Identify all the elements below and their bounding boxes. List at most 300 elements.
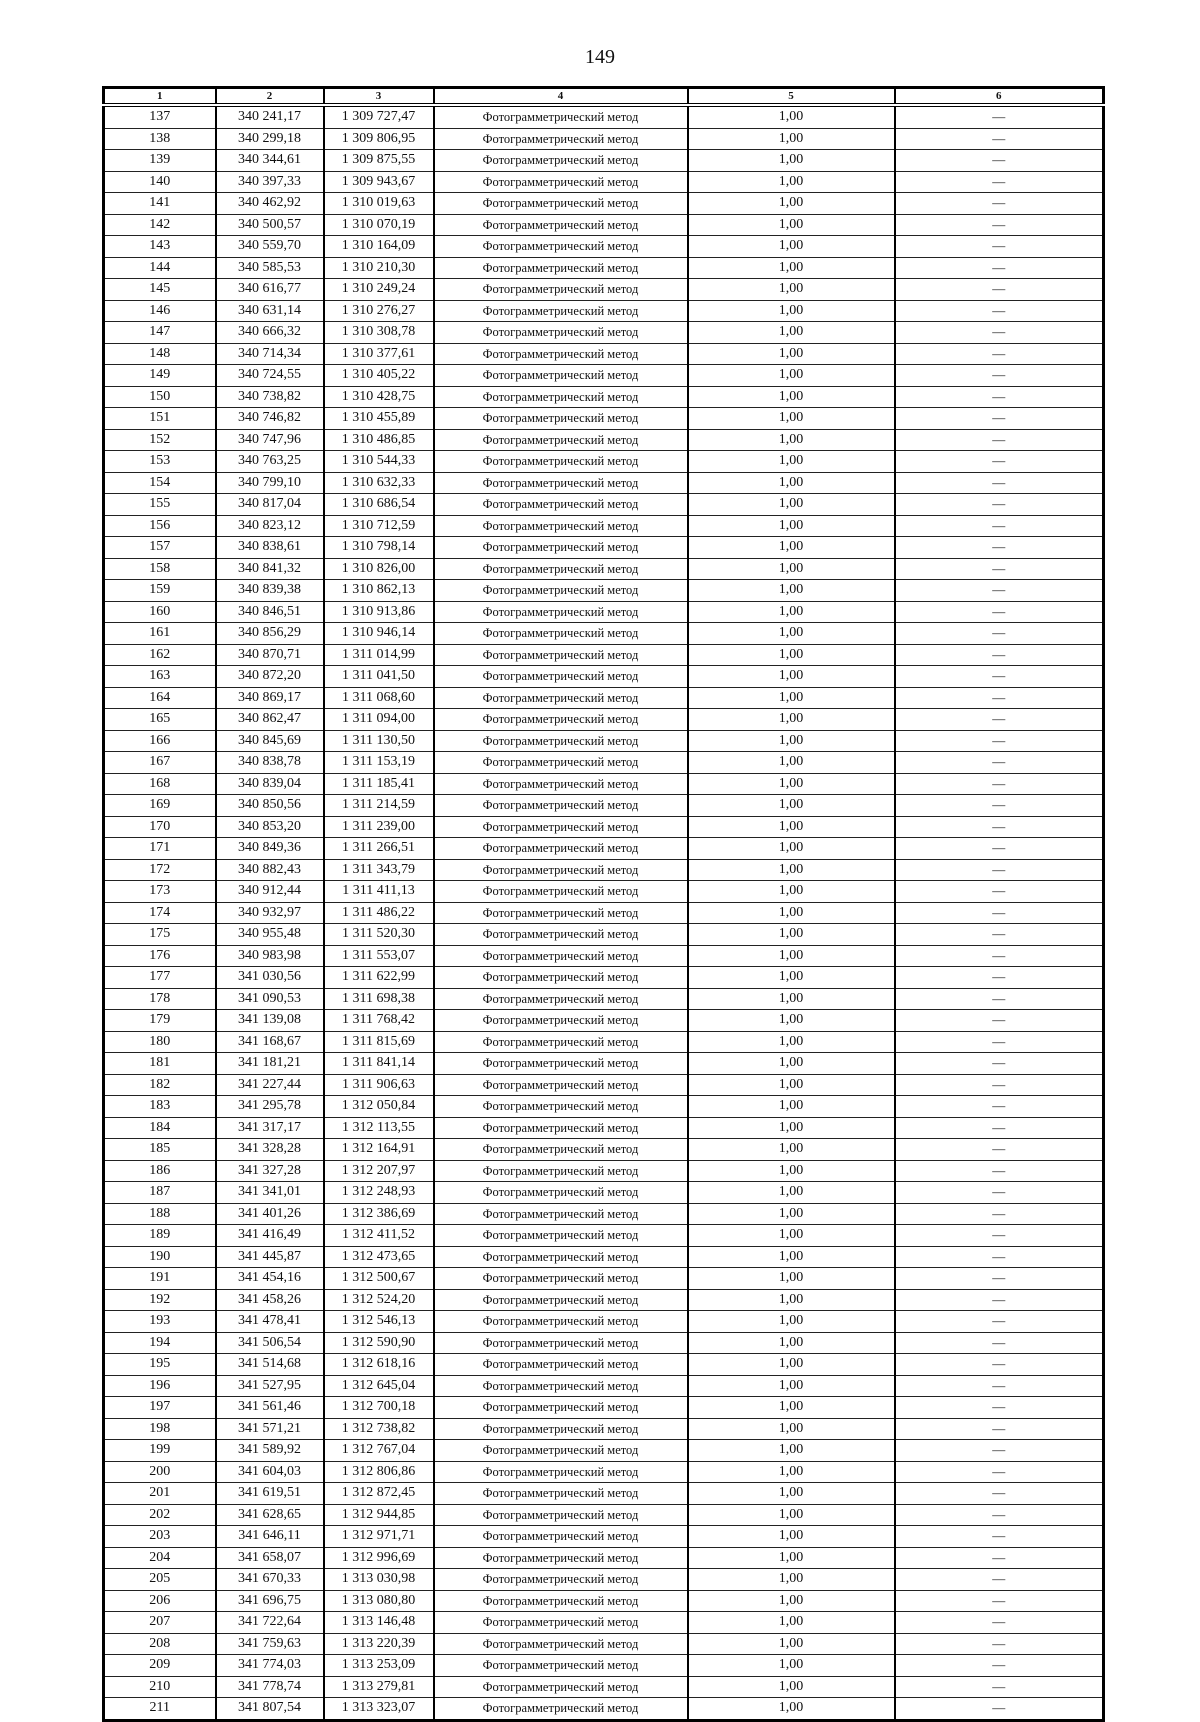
accuracy-cell: 1,00	[688, 558, 895, 580]
accuracy-cell: 1,00	[688, 365, 895, 387]
x-coordinate-cell: 340 839,04	[216, 773, 324, 795]
note-cell: —	[895, 279, 1104, 301]
table-row	[104, 1375, 1104, 1397]
accuracy-cell: 1,00	[688, 1418, 895, 1440]
note-cell: —	[895, 558, 1104, 580]
note-cell: —	[895, 1397, 1104, 1419]
table-row	[104, 1182, 1104, 1204]
point-number-cell: 168	[104, 773, 216, 795]
method-cell: Фотограмметрический метод	[434, 300, 688, 322]
method-cell: Фотограмметрический метод	[434, 537, 688, 559]
y-coordinate-cell: 1 310 946,14	[324, 623, 434, 645]
note-cell: —	[895, 730, 1104, 752]
accuracy-cell: 1,00	[688, 816, 895, 838]
note-cell: —	[895, 408, 1104, 430]
table-row	[104, 150, 1104, 172]
x-coordinate-cell: 340 853,20	[216, 816, 324, 838]
x-coordinate-cell: 341 478,41	[216, 1311, 324, 1333]
accuracy-cell: 1,00	[688, 1569, 895, 1591]
table-row	[104, 105, 1104, 128]
y-coordinate-cell: 1 312 700,18	[324, 1397, 434, 1419]
accuracy-cell: 1,00	[688, 601, 895, 623]
y-coordinate-cell: 1 310 428,75	[324, 386, 434, 408]
method-cell: Фотограмметрический метод	[434, 580, 688, 602]
y-coordinate-cell: 1 312 645,04	[324, 1375, 434, 1397]
note-cell: —	[895, 365, 1104, 387]
y-coordinate-cell: 1 311 239,00	[324, 816, 434, 838]
note-cell: —	[895, 1289, 1104, 1311]
point-number-cell: 145	[104, 279, 216, 301]
x-coordinate-cell: 340 856,29	[216, 623, 324, 645]
x-coordinate-cell: 341 139,08	[216, 1010, 324, 1032]
point-number-cell: 200	[104, 1461, 216, 1483]
note-cell: —	[895, 494, 1104, 516]
x-coordinate-cell: 340 666,32	[216, 322, 324, 344]
table-row	[104, 1332, 1104, 1354]
method-cell: Фотограмметрический метод	[434, 773, 688, 795]
point-number-cell: 186	[104, 1160, 216, 1182]
y-coordinate-cell: 1 312 590,90	[324, 1332, 434, 1354]
accuracy-cell: 1,00	[688, 1031, 895, 1053]
method-cell: Фотограмметрический метод	[434, 1655, 688, 1677]
method-cell: Фотограмметрический метод	[434, 1096, 688, 1118]
x-coordinate-cell: 341 571,21	[216, 1418, 324, 1440]
point-number-cell: 138	[104, 128, 216, 150]
table-row	[104, 1160, 1104, 1182]
table-row	[104, 601, 1104, 623]
accuracy-cell: 1,00	[688, 494, 895, 516]
note-cell: —	[895, 1010, 1104, 1032]
table-row	[104, 386, 1104, 408]
point-number-cell: 198	[104, 1418, 216, 1440]
y-coordinate-cell: 1 311 553,07	[324, 945, 434, 967]
accuracy-cell: 1,00	[688, 666, 895, 688]
point-number-cell: 160	[104, 601, 216, 623]
point-number-cell: 155	[104, 494, 216, 516]
method-cell: Фотограмметрический метод	[434, 257, 688, 279]
note-cell: —	[895, 171, 1104, 193]
method-cell: Фотограмметрический метод	[434, 1375, 688, 1397]
method-cell: Фотограмметрический метод	[434, 1676, 688, 1698]
point-number-cell: 175	[104, 924, 216, 946]
table-row	[104, 752, 1104, 774]
y-coordinate-cell: 1 313 080,80	[324, 1590, 434, 1612]
x-coordinate-cell: 340 817,04	[216, 494, 324, 516]
accuracy-cell: 1,00	[688, 1698, 895, 1721]
point-number-cell: 195	[104, 1354, 216, 1376]
method-cell: Фотограмметрический метод	[434, 1139, 688, 1161]
method-cell: Фотограмметрический метод	[434, 666, 688, 688]
x-coordinate-cell: 341 722,64	[216, 1612, 324, 1634]
y-coordinate-cell: 1 310 070,19	[324, 214, 434, 236]
y-coordinate-cell: 1 311 153,19	[324, 752, 434, 774]
x-coordinate-cell: 340 241,17	[216, 105, 324, 128]
method-cell: Фотограмметрический метод	[434, 1332, 688, 1354]
table-row	[104, 171, 1104, 193]
note-cell: —	[895, 1053, 1104, 1075]
method-cell: Фотограмметрический метод	[434, 1160, 688, 1182]
y-coordinate-cell: 1 311 841,14	[324, 1053, 434, 1075]
accuracy-cell: 1,00	[688, 838, 895, 860]
accuracy-cell: 1,00	[688, 1010, 895, 1032]
x-coordinate-cell: 341 807,54	[216, 1698, 324, 1721]
column-header-6: 6	[895, 88, 1104, 106]
accuracy-cell: 1,00	[688, 1676, 895, 1698]
y-coordinate-cell: 1 312 971,71	[324, 1526, 434, 1548]
note-cell: —	[895, 236, 1104, 258]
method-cell: Фотограмметрический метод	[434, 1010, 688, 1032]
method-cell: Фотограмметрический метод	[434, 386, 688, 408]
note-cell: —	[895, 795, 1104, 817]
method-cell: Фотограмметрический метод	[434, 1031, 688, 1053]
accuracy-cell: 1,00	[688, 451, 895, 473]
note-cell: —	[895, 1418, 1104, 1440]
point-number-cell: 144	[104, 257, 216, 279]
x-coordinate-cell: 341 227,44	[216, 1074, 324, 1096]
table-row	[104, 1031, 1104, 1053]
y-coordinate-cell: 1 310 405,22	[324, 365, 434, 387]
x-coordinate-cell: 340 763,25	[216, 451, 324, 473]
x-coordinate-cell: 340 862,47	[216, 709, 324, 731]
note-cell: —	[895, 537, 1104, 559]
x-coordinate-cell: 340 872,20	[216, 666, 324, 688]
y-coordinate-cell: 1 313 279,81	[324, 1676, 434, 1698]
x-coordinate-cell: 340 845,69	[216, 730, 324, 752]
point-number-cell: 148	[104, 343, 216, 365]
method-cell: Фотограмметрический метод	[434, 644, 688, 666]
accuracy-cell: 1,00	[688, 105, 895, 128]
method-cell: Фотограмметрический метод	[434, 558, 688, 580]
point-number-cell: 170	[104, 816, 216, 838]
note-cell: —	[895, 472, 1104, 494]
x-coordinate-cell: 341 759,63	[216, 1633, 324, 1655]
table-row	[104, 279, 1104, 301]
y-coordinate-cell: 1 310 632,33	[324, 472, 434, 494]
x-coordinate-cell: 341 514,68	[216, 1354, 324, 1376]
method-cell: Фотограмметрический метод	[434, 1483, 688, 1505]
accuracy-cell: 1,00	[688, 300, 895, 322]
y-coordinate-cell: 1 311 343,79	[324, 859, 434, 881]
table-row	[104, 1547, 1104, 1569]
point-number-cell: 185	[104, 1139, 216, 1161]
table-row	[104, 128, 1104, 150]
y-coordinate-cell: 1 310 544,33	[324, 451, 434, 473]
accuracy-cell: 1,00	[688, 988, 895, 1010]
note-cell: —	[895, 1225, 1104, 1247]
x-coordinate-cell: 340 838,78	[216, 752, 324, 774]
x-coordinate-cell: 340 799,10	[216, 472, 324, 494]
method-cell: Фотограмметрический метод	[434, 945, 688, 967]
x-coordinate-cell: 341 327,28	[216, 1160, 324, 1182]
y-coordinate-cell: 1 311 041,50	[324, 666, 434, 688]
x-coordinate-cell: 341 458,26	[216, 1289, 324, 1311]
accuracy-cell: 1,00	[688, 730, 895, 752]
y-coordinate-cell: 1 311 266,51	[324, 838, 434, 860]
y-coordinate-cell: 1 309 943,67	[324, 171, 434, 193]
accuracy-cell: 1,00	[688, 1289, 895, 1311]
method-cell: Фотограмметрический метод	[434, 881, 688, 903]
y-coordinate-cell: 1 312 996,69	[324, 1547, 434, 1569]
point-number-cell: 205	[104, 1569, 216, 1591]
note-cell: —	[895, 1676, 1104, 1698]
note-cell: —	[895, 1074, 1104, 1096]
method-cell: Фотограмметрический метод	[434, 902, 688, 924]
y-coordinate-cell: 1 310 455,89	[324, 408, 434, 430]
accuracy-cell: 1,00	[688, 902, 895, 924]
method-cell: Фотограмметрический метод	[434, 859, 688, 881]
note-cell: —	[895, 1096, 1104, 1118]
point-number-cell: 162	[104, 644, 216, 666]
y-coordinate-cell: 1 311 014,99	[324, 644, 434, 666]
method-cell: Фотограмметрический метод	[434, 150, 688, 172]
note-cell: —	[895, 924, 1104, 946]
x-coordinate-cell: 341 341,01	[216, 1182, 324, 1204]
x-coordinate-cell: 341 696,75	[216, 1590, 324, 1612]
point-number-cell: 157	[104, 537, 216, 559]
point-number-cell: 181	[104, 1053, 216, 1075]
table-row	[104, 193, 1104, 215]
accuracy-cell: 1,00	[688, 1225, 895, 1247]
y-coordinate-cell: 1 312 164,91	[324, 1139, 434, 1161]
method-cell: Фотограмметрический метод	[434, 1547, 688, 1569]
note-cell: —	[895, 773, 1104, 795]
table-row	[104, 1354, 1104, 1376]
y-coordinate-cell: 1 309 875,55	[324, 150, 434, 172]
table-row	[104, 816, 1104, 838]
table-row	[104, 236, 1104, 258]
table-row	[104, 623, 1104, 645]
point-number-cell: 196	[104, 1375, 216, 1397]
x-coordinate-cell: 340 714,34	[216, 343, 324, 365]
table-row	[104, 1698, 1104, 1721]
x-coordinate-cell: 341 774,03	[216, 1655, 324, 1677]
note-cell: —	[895, 881, 1104, 903]
accuracy-cell: 1,00	[688, 1526, 895, 1548]
note-cell: —	[895, 644, 1104, 666]
point-number-cell: 206	[104, 1590, 216, 1612]
note-cell: —	[895, 386, 1104, 408]
method-cell: Фотограмметрический метод	[434, 967, 688, 989]
note-cell: —	[895, 1268, 1104, 1290]
note-cell: —	[895, 902, 1104, 924]
method-cell: Фотограмметрический метод	[434, 1504, 688, 1526]
table-row	[104, 472, 1104, 494]
accuracy-cell: 1,00	[688, 1268, 895, 1290]
table-row	[104, 1612, 1104, 1634]
y-coordinate-cell: 1 310 276,27	[324, 300, 434, 322]
note-cell: —	[895, 1698, 1104, 1721]
y-coordinate-cell: 1 309 727,47	[324, 105, 434, 128]
note-cell: —	[895, 1461, 1104, 1483]
table-row	[104, 1246, 1104, 1268]
column-header-5: 5	[688, 88, 895, 106]
accuracy-cell: 1,00	[688, 1096, 895, 1118]
point-number-cell: 174	[104, 902, 216, 924]
y-coordinate-cell: 1 310 308,78	[324, 322, 434, 344]
accuracy-cell: 1,00	[688, 1246, 895, 1268]
accuracy-cell: 1,00	[688, 1182, 895, 1204]
note-cell: —	[895, 838, 1104, 860]
point-number-cell: 188	[104, 1203, 216, 1225]
table-row	[104, 730, 1104, 752]
point-number-cell: 184	[104, 1117, 216, 1139]
point-number-cell: 159	[104, 580, 216, 602]
accuracy-cell: 1,00	[688, 150, 895, 172]
accuracy-cell: 1,00	[688, 644, 895, 666]
y-coordinate-cell: 1 312 738,82	[324, 1418, 434, 1440]
y-coordinate-cell: 1 312 546,13	[324, 1311, 434, 1333]
coordinates-table	[102, 86, 1105, 1722]
accuracy-cell: 1,00	[688, 214, 895, 236]
note-cell: —	[895, 451, 1104, 473]
y-coordinate-cell: 1 312 050,84	[324, 1096, 434, 1118]
table-row	[104, 451, 1104, 473]
note-cell: —	[895, 1160, 1104, 1182]
y-coordinate-cell: 1 311 622,99	[324, 967, 434, 989]
note-cell: —	[895, 752, 1104, 774]
x-coordinate-cell: 340 724,55	[216, 365, 324, 387]
table-row	[104, 408, 1104, 430]
x-coordinate-cell: 341 030,56	[216, 967, 324, 989]
table-row	[104, 1655, 1104, 1677]
point-number-cell: 183	[104, 1096, 216, 1118]
table-row	[104, 1590, 1104, 1612]
table-row	[104, 709, 1104, 731]
x-coordinate-cell: 340 747,96	[216, 429, 324, 451]
note-cell: —	[895, 322, 1104, 344]
y-coordinate-cell: 1 311 486,22	[324, 902, 434, 924]
accuracy-cell: 1,00	[688, 257, 895, 279]
y-coordinate-cell: 1 311 768,42	[324, 1010, 434, 1032]
note-cell: —	[895, 1375, 1104, 1397]
table-row	[104, 580, 1104, 602]
method-cell: Фотограмметрический метод	[434, 193, 688, 215]
method-cell: Фотограмметрический метод	[434, 1418, 688, 1440]
method-cell: Фотограмметрический метод	[434, 1289, 688, 1311]
point-number-cell: 187	[104, 1182, 216, 1204]
accuracy-cell: 1,00	[688, 322, 895, 344]
accuracy-cell: 1,00	[688, 1139, 895, 1161]
point-number-cell: 149	[104, 365, 216, 387]
method-cell: Фотограмметрический метод	[434, 515, 688, 537]
point-number-cell: 191	[104, 1268, 216, 1290]
method-cell: Фотограмметрический метод	[434, 365, 688, 387]
method-cell: Фотограмметрический метод	[434, 752, 688, 774]
y-coordinate-cell: 1 311 214,59	[324, 795, 434, 817]
note-cell: —	[895, 687, 1104, 709]
point-number-cell: 199	[104, 1440, 216, 1462]
y-coordinate-cell: 1 312 524,20	[324, 1289, 434, 1311]
point-number-cell: 143	[104, 236, 216, 258]
x-coordinate-cell: 341 317,17	[216, 1117, 324, 1139]
table-row	[104, 1461, 1104, 1483]
y-coordinate-cell: 1 311 185,41	[324, 773, 434, 795]
method-cell: Фотограмметрический метод	[434, 623, 688, 645]
y-coordinate-cell: 1 310 913,86	[324, 601, 434, 623]
note-cell: —	[895, 1526, 1104, 1548]
x-coordinate-cell: 341 670,33	[216, 1569, 324, 1591]
table-row	[104, 1504, 1104, 1526]
note-cell: —	[895, 1633, 1104, 1655]
y-coordinate-cell: 1 310 249,24	[324, 279, 434, 301]
y-coordinate-cell: 1 313 220,39	[324, 1633, 434, 1655]
table-row	[104, 1483, 1104, 1505]
table-row	[104, 1268, 1104, 1290]
method-cell: Фотограмметрический метод	[434, 709, 688, 731]
x-coordinate-cell: 340 870,71	[216, 644, 324, 666]
x-coordinate-cell: 341 328,28	[216, 1139, 324, 1161]
x-coordinate-cell: 341 589,92	[216, 1440, 324, 1462]
note-cell: —	[895, 343, 1104, 365]
note-cell: —	[895, 1483, 1104, 1505]
table-row	[104, 1633, 1104, 1655]
method-cell: Фотограмметрический метод	[434, 1461, 688, 1483]
table-row	[104, 967, 1104, 989]
accuracy-cell: 1,00	[688, 1483, 895, 1505]
method-cell: Фотограмметрический метод	[434, 1311, 688, 1333]
column-header-2: 2	[216, 88, 324, 106]
accuracy-cell: 1,00	[688, 1332, 895, 1354]
point-number-cell: 147	[104, 322, 216, 344]
x-coordinate-cell: 340 500,57	[216, 214, 324, 236]
method-cell: Фотограмметрический метод	[434, 816, 688, 838]
column-header-1: 1	[104, 88, 216, 106]
table-header-row	[104, 88, 1104, 106]
point-number-cell: 139	[104, 150, 216, 172]
y-coordinate-cell: 1 311 698,38	[324, 988, 434, 1010]
x-coordinate-cell: 340 344,61	[216, 150, 324, 172]
point-number-cell: 204	[104, 1547, 216, 1569]
method-cell: Фотограмметрический метод	[434, 1633, 688, 1655]
method-cell: Фотограмметрический метод	[434, 214, 688, 236]
table-row	[104, 558, 1104, 580]
point-number-cell: 141	[104, 193, 216, 215]
note-cell: —	[895, 988, 1104, 1010]
y-coordinate-cell: 1 312 248,93	[324, 1182, 434, 1204]
x-coordinate-cell: 340 838,61	[216, 537, 324, 559]
accuracy-cell: 1,00	[688, 128, 895, 150]
table-row	[104, 1418, 1104, 1440]
point-number-cell: 194	[104, 1332, 216, 1354]
point-number-cell: 190	[104, 1246, 216, 1268]
table-row	[104, 902, 1104, 924]
x-coordinate-cell: 340 912,44	[216, 881, 324, 903]
x-coordinate-cell: 340 983,98	[216, 945, 324, 967]
method-cell: Фотограмметрический метод	[434, 838, 688, 860]
accuracy-cell: 1,00	[688, 1547, 895, 1569]
y-coordinate-cell: 1 310 686,54	[324, 494, 434, 516]
point-number-cell: 180	[104, 1031, 216, 1053]
note-cell: —	[895, 1590, 1104, 1612]
point-number-cell: 176	[104, 945, 216, 967]
accuracy-cell: 1,00	[688, 386, 895, 408]
accuracy-cell: 1,00	[688, 408, 895, 430]
x-coordinate-cell: 341 527,95	[216, 1375, 324, 1397]
point-number-cell: 209	[104, 1655, 216, 1677]
x-coordinate-cell: 340 559,70	[216, 236, 324, 258]
note-cell: —	[895, 709, 1104, 731]
y-coordinate-cell: 1 312 618,16	[324, 1354, 434, 1376]
point-number-cell: 166	[104, 730, 216, 752]
accuracy-cell: 1,00	[688, 687, 895, 709]
accuracy-cell: 1,00	[688, 1354, 895, 1376]
note-cell: —	[895, 1117, 1104, 1139]
x-coordinate-cell: 341 401,26	[216, 1203, 324, 1225]
x-coordinate-cell: 341 628,65	[216, 1504, 324, 1526]
accuracy-cell: 1,00	[688, 1590, 895, 1612]
note-cell: —	[895, 257, 1104, 279]
point-number-cell: 207	[104, 1612, 216, 1634]
